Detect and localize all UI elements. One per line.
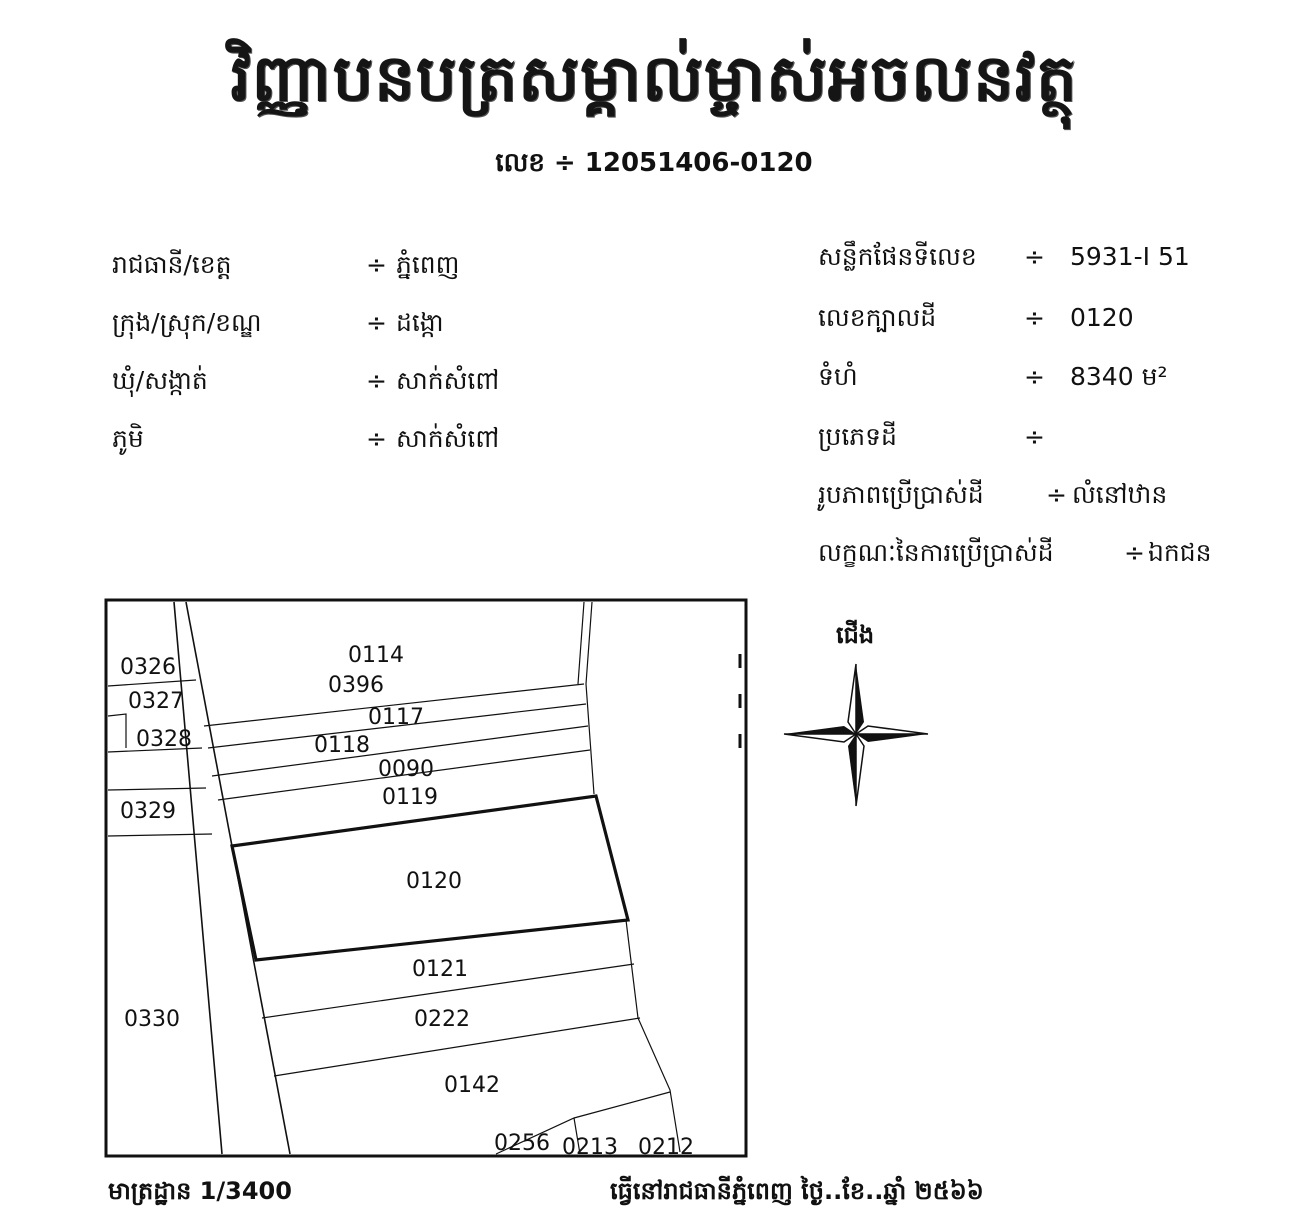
value-commune: សាក់សំពៅ [396,366,500,395]
label-land-type: ប្រភេទដី [818,422,897,451]
value-village: សាក់សំពៅ [396,424,500,453]
compass-rose-icon [782,660,930,810]
value-map-sheet: 5931-I 51 [1070,242,1190,271]
label-province: រាជធានី/ខេត្ត [112,250,232,279]
parcel-label: 0327 [128,689,184,714]
separator: ÷ [1124,538,1145,567]
boundary-line [626,920,680,1152]
parcel-label: 0117 [368,705,424,730]
cadastral-map [104,598,754,1160]
parcel-label: 0396 [328,673,384,698]
value-use-nature: ឯកជន [1148,538,1212,567]
value-district: ដង្កោ [396,308,444,337]
separator: ÷ [1024,422,1045,451]
separator: ÷ [366,366,387,395]
road-edge-left [174,602,222,1154]
value-province: ភ្នំពេញ [396,250,460,279]
value-area: 8340 ម² [1070,362,1168,391]
label-land-use: រូបភាពប្រើប្រាស់ដី [818,480,984,509]
separator: ÷ [1024,242,1045,271]
separator: ÷ [1024,362,1045,391]
boundary-line [108,714,126,748]
label-area: ទំហំ [818,362,858,391]
subject-parcel-label: 0120 [406,869,462,894]
separator: ÷ [1024,303,1045,332]
label-use-nature: លក្ខណៈនៃការប្រើប្រាស់ដី [818,538,1054,567]
parcel-label: 0326 [120,655,176,680]
separator: ÷ [366,424,387,453]
boundary-line [586,602,594,794]
compass-north-label: ជើង [836,621,875,649]
parcel-label: 0328 [136,727,192,752]
label-district: ក្រុង/ស្រុក/ខណ្ឌ [112,308,262,337]
separator: ÷ [1046,480,1067,509]
separator: ÷ [366,250,387,279]
map-scale: មាត្រដ្ឋាន 1/3400 [108,1177,292,1205]
boundary-line [108,788,206,790]
boundary-line [108,834,212,836]
label-village: ភូមិ [112,424,144,453]
boundary-line [108,680,196,686]
parcel-label: 0121 [412,957,468,982]
certificate-number: លេខ ÷ 12051406-0120 [495,148,813,178]
parcel-label: 0114 [348,643,404,668]
parcel-label: 0142 [444,1073,500,1098]
parcel-label: 0222 [414,1007,470,1032]
parcel-label: 0256 [494,1131,550,1156]
parcel-label: 0212 [638,1135,694,1160]
boundary-line [578,602,584,684]
document-title: វិញ្ញាបនបត្រសម្គាល់ម្ចាស់អចលនវត្ថុ [230,41,1078,116]
cadastral-map-svg [104,598,754,1160]
label-map-sheet: សន្លឹកផែនទីលេខ [818,242,977,271]
parcel-label: 0090 [378,757,434,782]
parcel-label: 0329 [120,799,176,824]
parcel-label: 0330 [124,1007,180,1032]
separator: ÷ [366,308,387,337]
value-parcel-number: 0120 [1070,303,1134,332]
issue-place-date: ធ្វើនៅរាជធានីភ្នំពេញ ថ្ងៃ..ខែ..ឆ្នាំ ២៥៦៦ [610,1177,984,1205]
label-parcel-number: លេខក្បាលដី [818,303,937,332]
parcel-label: 0118 [314,733,370,758]
parcel-label: 0119 [382,785,438,810]
parcel-label: 0213 [562,1135,618,1160]
label-commune: ឃុំ/សង្កាត់ [112,366,208,395]
value-land-use: លំនៅឋាន [1072,480,1168,509]
